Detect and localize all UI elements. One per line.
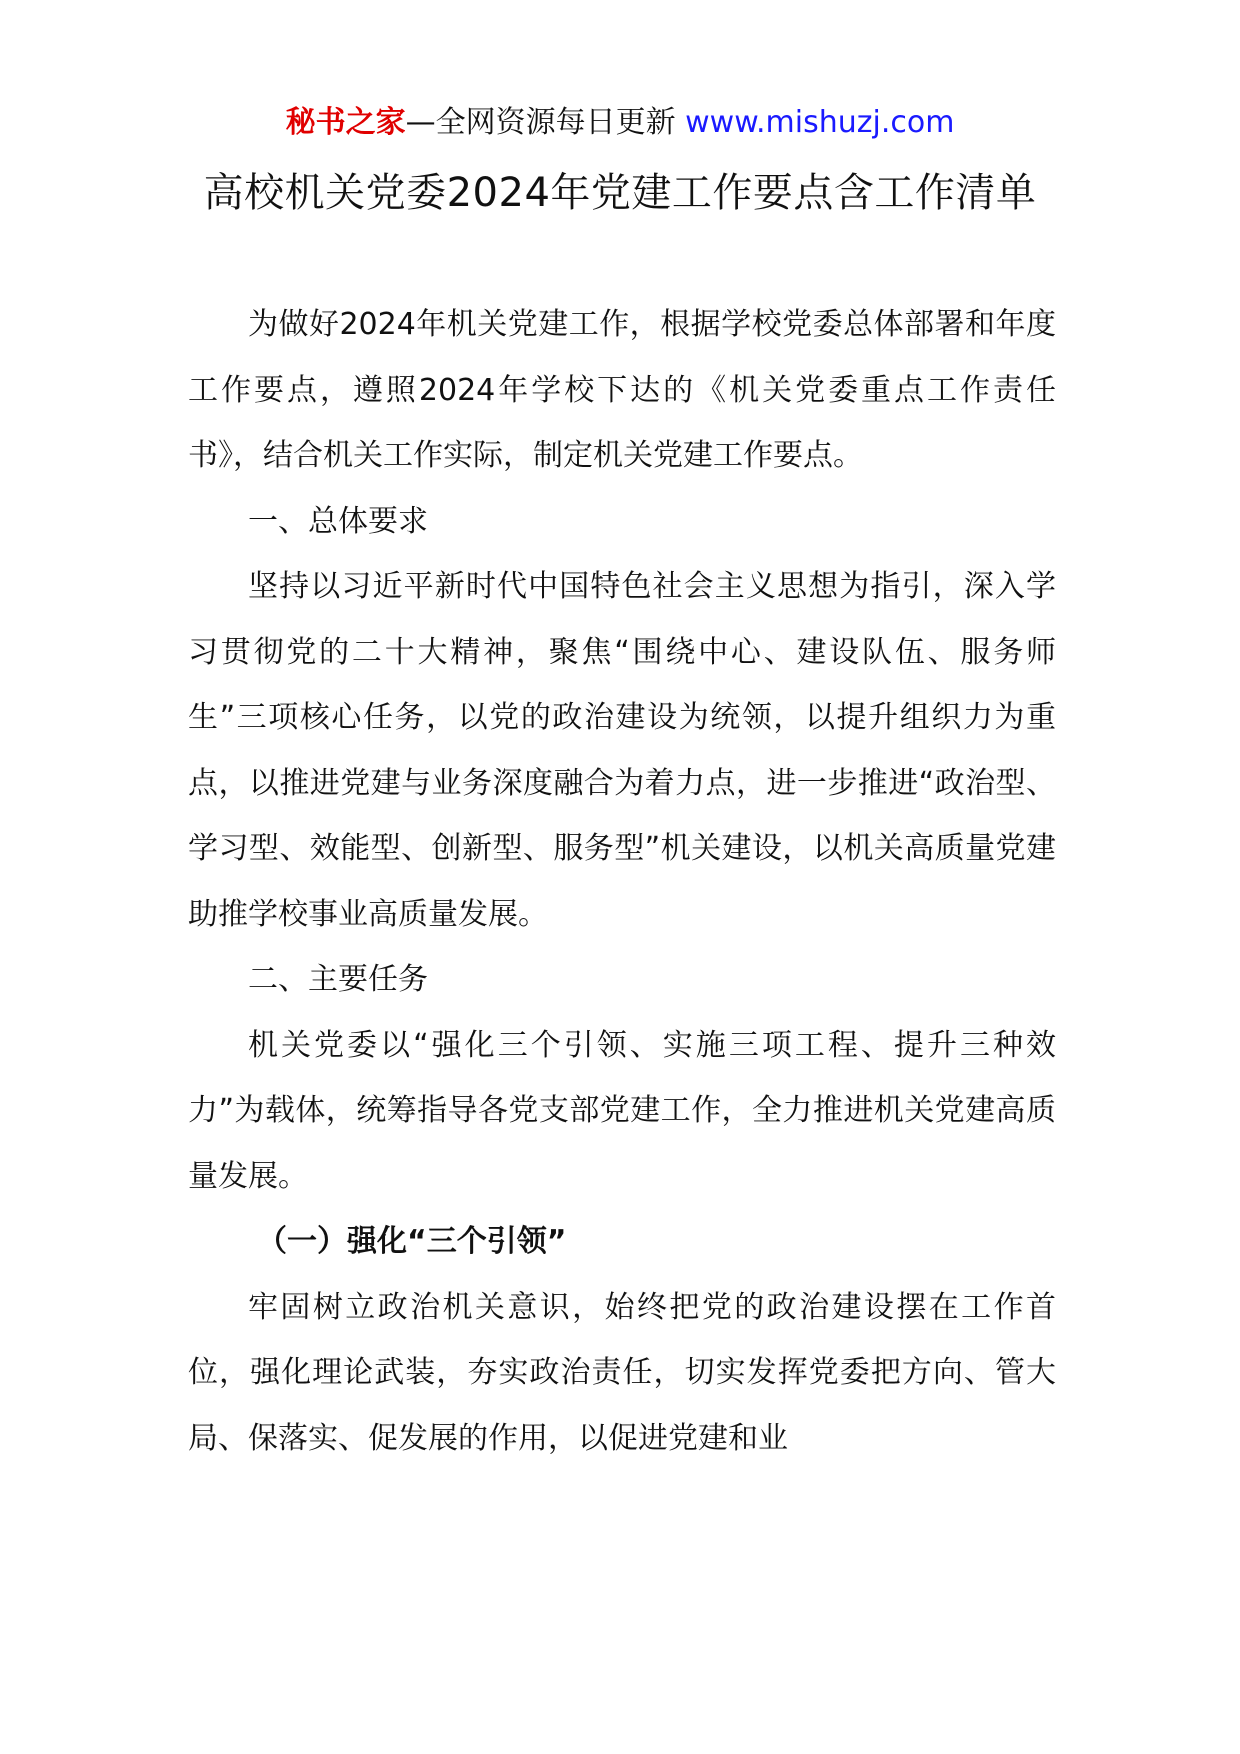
section-heading-general-requirements: 一、总体要求 <box>248 503 428 539</box>
site-header <box>0 100 1240 146</box>
general-requirements-paragraph: 坚持以习近平新时代中国特色社会主义思想为指引，深入学习贯彻党的二十大精神，聚焦“围绕中心、建设队伍、服务师生”三项核心任务，以党的政治建设为统领，以提升组织力为重点，以推进党建与业务深度融合为着力点，进一步推进“政治型、学习型、效能型、创新型、服务型”机关建设，以机关高质量党建助推学校事业高质量发展。 <box>188 569 1056 932</box>
three-leads-paragraph: 牢固树立政治机关意识，始终把党的政治建设摆在工作首位，强化理论武装，夯实政治责任，切实发挥党委把方向、管大局、保落实、促发展的作用，以促进党建和业 <box>188 1289 1056 1456</box>
header-tagline: —全网资源每日更新 <box>405 105 686 140</box>
document-title: 高校机关党委2024年党建工作要点含工作清单 <box>203 170 1037 216</box>
section-heading-main-tasks: 二、主要任务 <box>248 962 428 997</box>
site-url-link[interactable]: www.mishuzj.com <box>685 105 955 140</box>
main-tasks-paragraph: 机关党委以“强化三个引领、实施三项工程、提升三种效力”为载体，统筹指导各党支部党建工作，全力推进机关党建高质量发展。 <box>188 1027 1056 1194</box>
document-body <box>188 292 1056 1471</box>
subsection-heading-three-leads: （一）强化“三个引领” <box>257 1224 567 1259</box>
brand-name: 秘书之家 <box>285 105 406 140</box>
intro-paragraph: 为做好2024年机关党建工作，根据学校党委总体部署和年度工作要点，遵照2024年学校下达的《机关党委重点工作责任书》，结合机关工作实际，制定机关党建工作要点。 <box>188 307 1056 473</box>
